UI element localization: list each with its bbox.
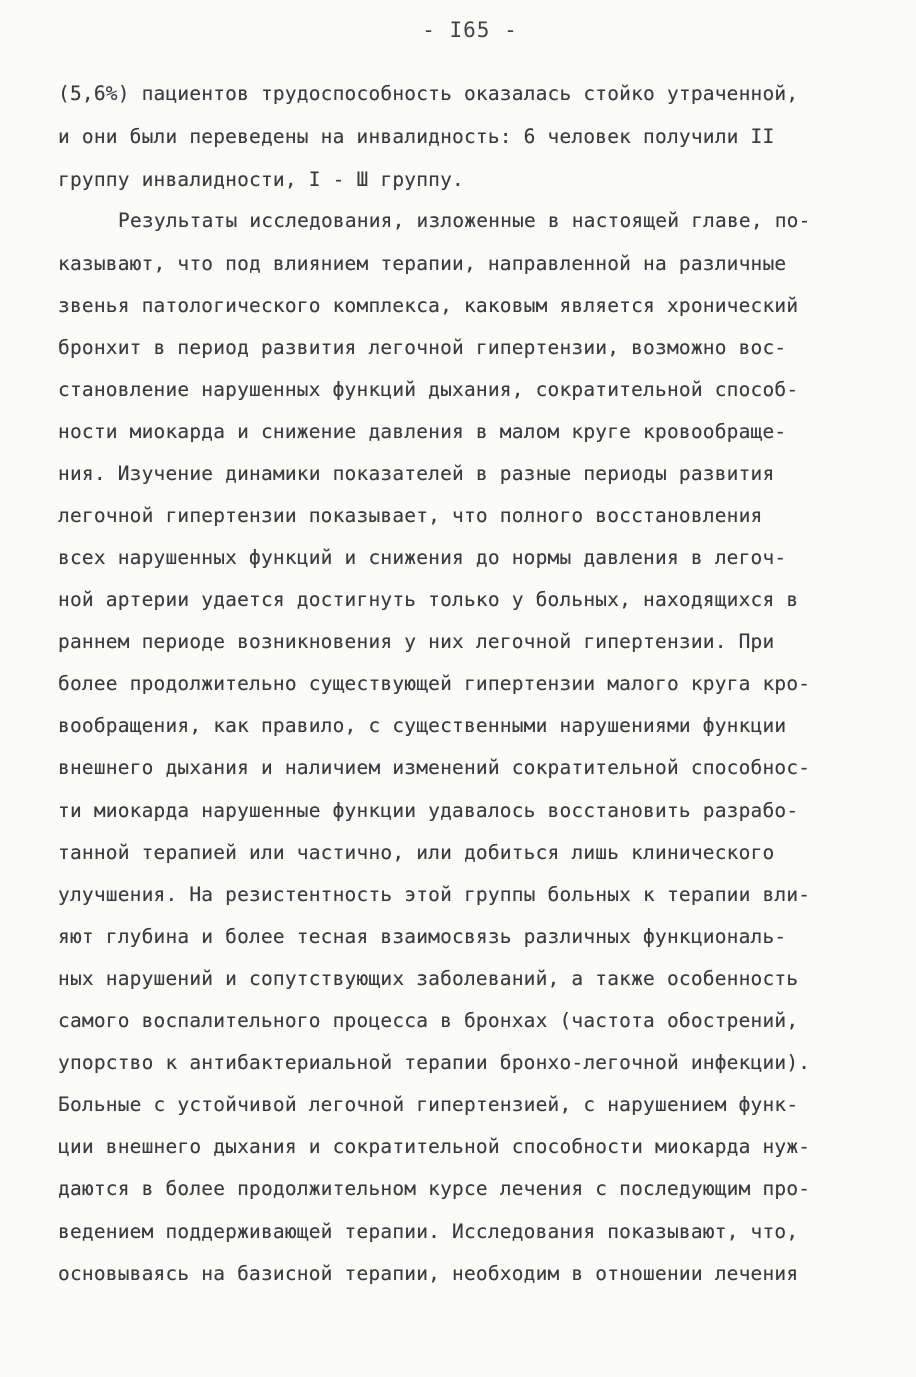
text-line: всех нарушенных функций и снижения до нормы давления в легоч-: [58, 546, 787, 569]
text-line: группу инвалидности, I - Ш группу.: [58, 168, 464, 191]
text-line: более продолжительно существующей гипертензии малого круга кро-: [58, 672, 811, 695]
paragraph-first-line: Результаты исследования, изложенные в настоящей главе, по-: [118, 209, 811, 232]
text-line: (5,6%) пациентов трудоспособность оказалась стойко утраченной,: [58, 82, 799, 105]
text-line: казывают, что под влиянием терапии, направленной на различные: [58, 252, 787, 275]
text-line: ведением поддерживающей терапии. Исследования показывают, что,: [58, 1220, 799, 1243]
text-line: ной артерии удается достигнуть только у больных, находящихся в: [58, 588, 799, 611]
text-line: ции внешнего дыхания и сократительной способности миокарда нуж-: [58, 1135, 811, 1158]
text-line: вообращения, как правило, с существенными нарушениями функции: [58, 714, 787, 737]
page-number: - I65 -: [422, 18, 518, 42]
text-line: самого воспалительного процесса в бронхах (частота обострений,: [58, 1009, 799, 1032]
text-line: легочной гипертензии показывает, что полного восстановления: [58, 504, 763, 527]
text-line: раннем периоде возникновения у них легочной гипертензии. При: [58, 630, 775, 653]
text-line: улучшения. На резистентность этой группы больных к терапии вли-: [58, 883, 811, 906]
text-line: Больные с устойчивой легочной гипертензией, с нарушением функ-: [58, 1093, 799, 1116]
text-line: основываясь на базисной терапии, необходим в отношении лечения: [58, 1262, 799, 1285]
text-line: становление нарушенных функций дыхания, сократительной способ-: [58, 378, 799, 401]
text-line: ных нарушений и сопутствующих заболеваний, а также особенность: [58, 967, 799, 990]
text-line: звенья патологического комплекса, каковым является хронический: [58, 294, 799, 317]
text-line: танной терапией или частично, или добиться лишь клинического: [58, 841, 775, 864]
text-line: яют глубина и более тесная взаимосвязь различных функциональ-: [58, 925, 787, 948]
text-line: ности миокарда и снижение давления в малом круге кровообраще-: [58, 420, 787, 443]
text-line: внешнего дыхания и наличием изменений сократительной способнос-: [58, 756, 811, 779]
text-line: ния. Изучение динамики показателей в разные периоды развития: [58, 462, 775, 485]
text-line: ти миокарда нарушенные функции удавалось восстановить разрабо-: [58, 799, 799, 822]
text-line: даются в более продолжительном курсе лечения с последующим про-: [58, 1177, 811, 1200]
text-line: и они были переведены на инвалидность: 6 человек получили II: [58, 125, 775, 148]
text-line: бронхит в период развития легочной гипертензии, возможно вос-: [58, 336, 787, 359]
text-line: упорство к антибактериальной терапии бронхо-легочной инфекции).: [58, 1051, 811, 1074]
